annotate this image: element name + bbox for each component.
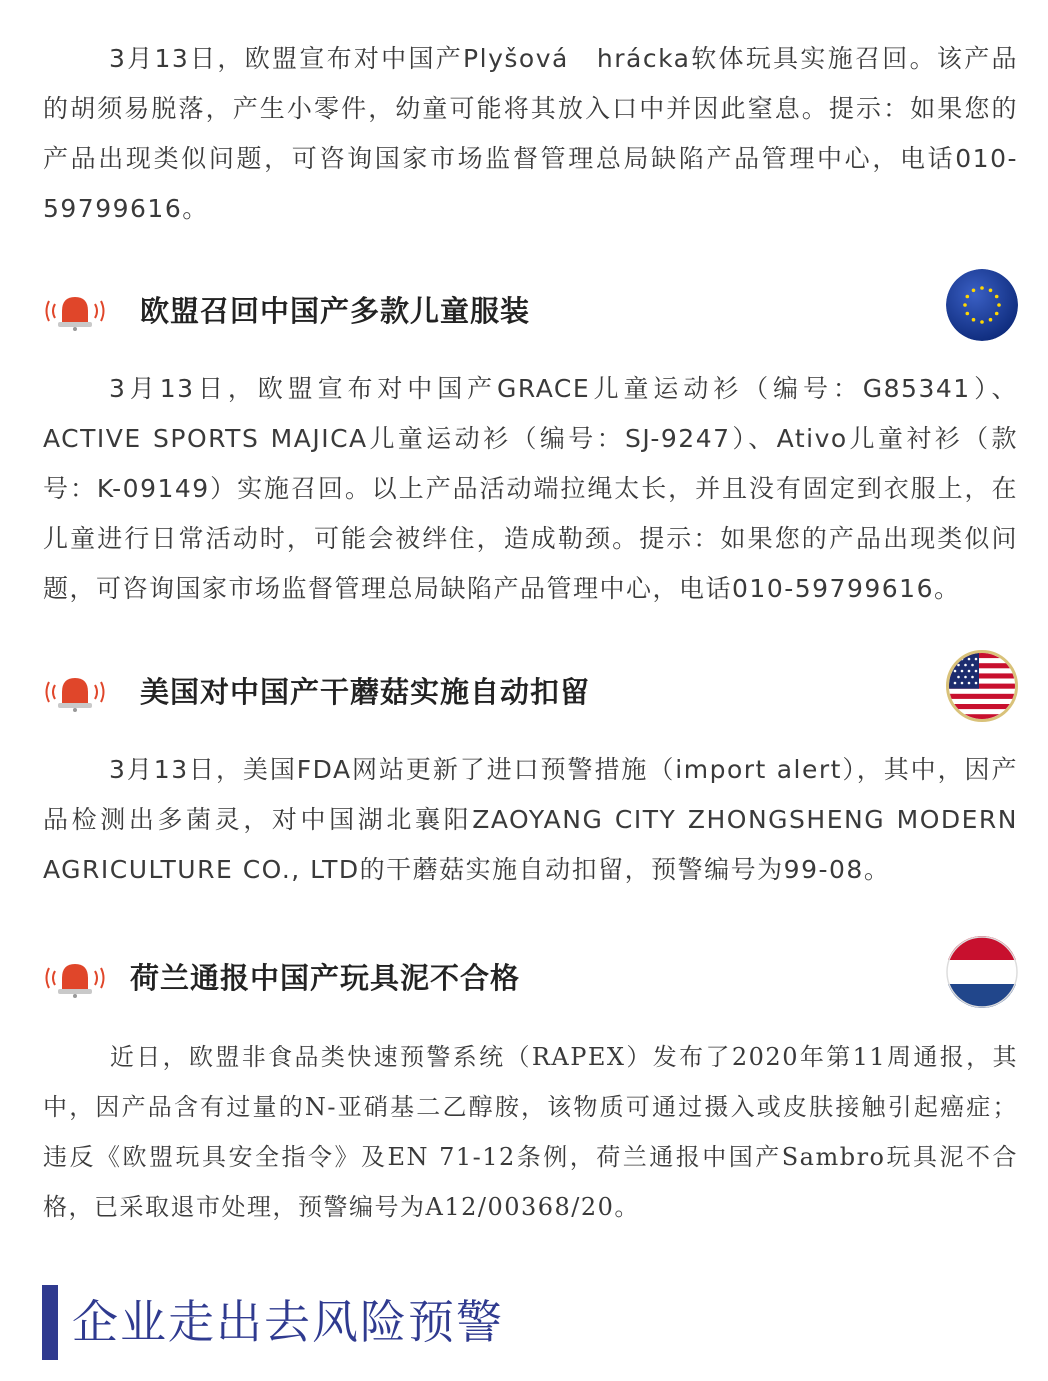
section-paragraph-text: 3月13日，欧盟宣布对中国产GRACE儿童运动衫（编号：G85341）、ACTIVE SPORTS MAJICA儿童运动衫（编号：SJ-9247）、Ativo儿童衬衫（款号：K-09149）实施召回。以上产品活动端拉绳太长，并且没有固定到衣服上，在儿童进行日常活动时，可能会被绊住，造成勒颈。提示：如果您的产品出现类似问题，可咨询国家市场监督管理总局缺陷产品管理中心，电话010-59799616。: [43, 374, 1018, 603]
section-heading-eu: [40, 283, 1018, 353]
alarm-bell-icon: [40, 958, 110, 998]
section-paragraph-us: [43, 745, 1018, 895]
section-paragraph-text: 3月13日，美国FDA网站更新了进口预警措施（import alert），其中，因产品检测出多菌灵，对中国湖北襄阳ZAOYANG CITY ZHONGSHENG MODERN AGRICULTURE CO., LTD的干蘑菇实施自动扣留，预警编号为99-08。: [43, 755, 1018, 884]
alarm-bell-icon: [40, 291, 110, 331]
section-title: 荷兰通报中国产玩具泥不合格: [130, 961, 521, 995]
section-title: 欧盟召回中国产多款儿童服装: [140, 294, 531, 328]
netherlands-flag-icon: [946, 936, 1018, 1008]
section-paragraph-netherlands: [43, 1032, 1018, 1232]
intro-paragraph: [43, 34, 1018, 234]
eu-flag-icon: [946, 269, 1018, 341]
intro-paragraph-text: 3月13日，欧盟宣布对中国产Plyšová hrácka软体玩具实施召回。该产品的胡须易脱落，产生小零件，幼童可能将其放入口中并因此窒息。提示：如果您的产品出现类似问题，可咨询国家市场监督管理总局缺陷产品管理中心，电话010-59799616。: [43, 44, 1018, 223]
bottom-section-heading: [42, 1285, 642, 1360]
section-heading-us: [40, 664, 1018, 734]
section-heading-netherlands: [40, 950, 1018, 1020]
section-paragraph-eu: [43, 364, 1018, 614]
heading-accent-bar: [42, 1285, 58, 1360]
alarm-bell-icon: [40, 672, 110, 712]
section-paragraph-text: 近日，欧盟非食品类快速预警系统（RAPEX）发布了2020年第11周通报，其中，因产品含有过量的N-亚硝基二乙醇胺，该物质可通过摄入或皮肤接触引起癌症；违反《欧盟玩具安全指令》及EN 71-12条例，荷兰通报中国产Sambro玩具泥不合格，已采取退市处理，预警编号为A12/00368/20。: [43, 1043, 1018, 1221]
section-title: 美国对中国产干蘑菇实施自动扣留: [140, 675, 591, 709]
us-flag-icon: [946, 650, 1018, 722]
bottom-heading-title: 企业走出去风险预警: [72, 1295, 504, 1349]
